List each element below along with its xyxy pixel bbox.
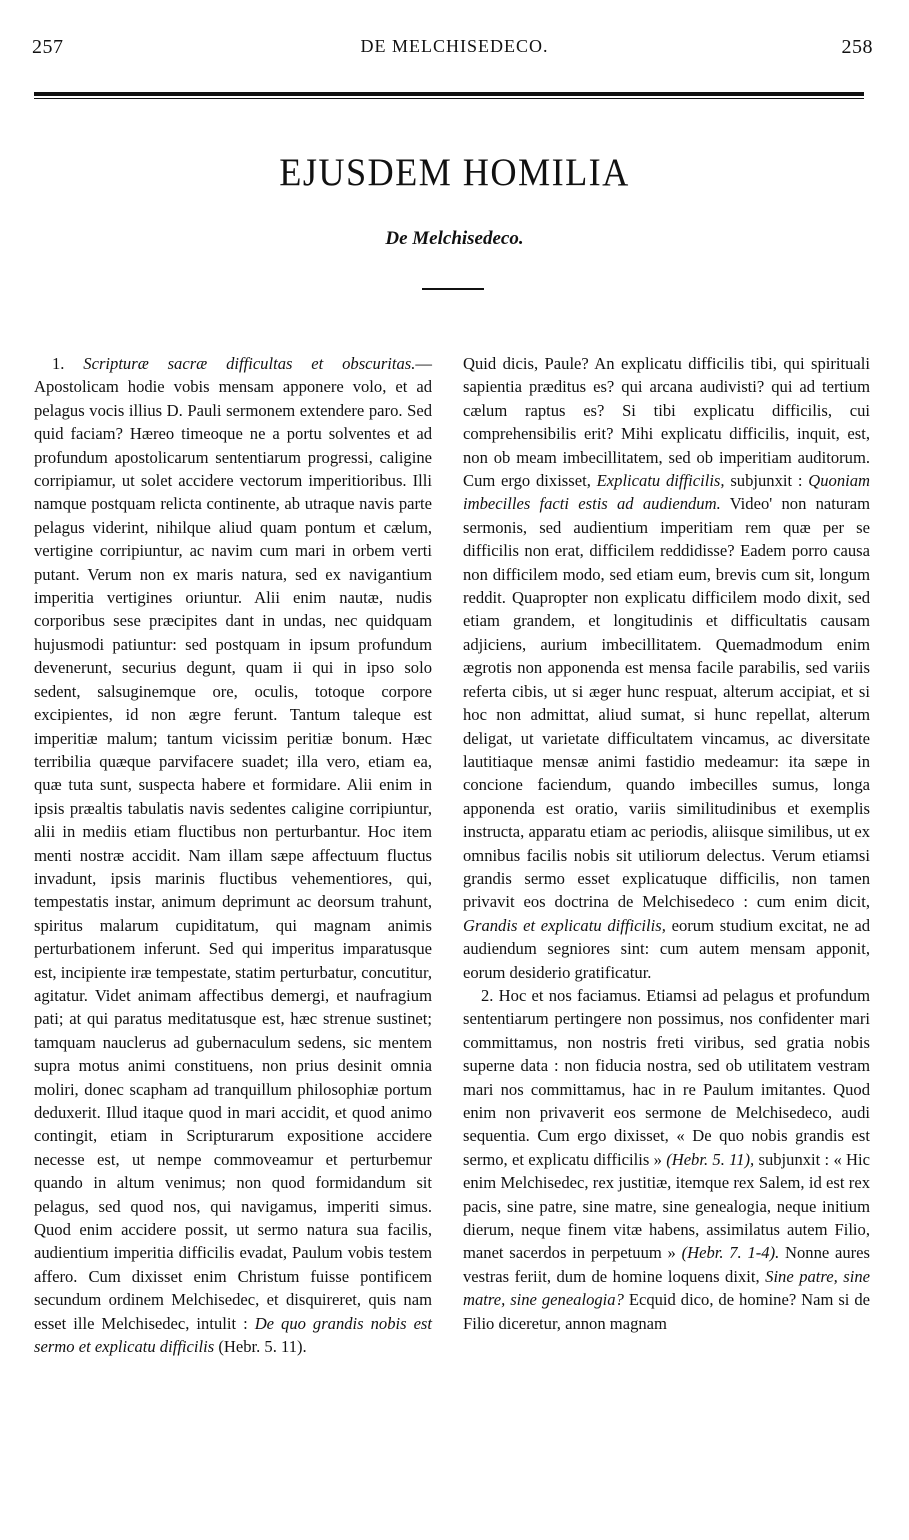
scripture-quote: Grandis et explicatu difficilis, xyxy=(463,915,666,935)
homily-title: EJUSDEM HOMILIA xyxy=(279,151,630,194)
paragraph-text: Nonne aures vestras feriit, dum de homine loquens dixit, xyxy=(463,1243,870,1286)
paragraph-text: Quid dicis, Paule? An explicatu difficilis tibi, qui spirituali sapientia præditus es? qui arcana audivisti? qui ad tertium cælum raptus es? Si tibi explicatu difficilis, cui comprehensibilis erit? Mihi explicatu difficilis, inquit, est, non ob meam imbecillitatem, sed ob imperitiam auditorum. Cum ergo dixisset, xyxy=(463,354,870,491)
scripture-quote: Quoniam imbecilles facti estis ad audiendum. xyxy=(463,471,871,514)
paragraph-2 xyxy=(463,984,870,1335)
scripture-reference: (Hebr. 7. 1-4). xyxy=(681,1243,780,1263)
paragraph-text: subjunxit : xyxy=(724,471,803,491)
paragraph-text: Video' non naturam sermonis, sed audientium imperitiam rem quæ per se difficilis non erat, difficilem reddidisse? Eadem porro causa non difficilem modo, sed etiam eum, brevis cum sit, longum reddit. Quapropter non explicatu difficilem modo dixit, sed etiam grandem, et longitudinis et difficultatis causam adjiciens, aurium imbecillitatem. Quemadmodum enim ægrotis non apponenda est mensa facile parabilis, sed variis referta cibis, ut si æger hunc respuat, alterum accipiat, et si hoc non admittat, aliud sumat, si hunc repellat, alterum deligat, ut varietate difficultatem vincamus, ac diversitate lautitiaque mensæ animi fastidio medeamur: ita sæpe in concione faciendum, quando imbecilles sumus, longa apponenda est oratio, variis similitudinibus et exemplis instructa, apparatu etiam ac periodis, aliisque similibus, ut ex omnibus facilis nobis sit utiliorum delectus. Verum etiamsi grandis sermo esset explicatuque difficilis, non tamen privavit eos doctrina de Melchisedeco : cum enim dicit, xyxy=(463,494,870,912)
scripture-reference: (Hebr. 5. 11). xyxy=(218,1337,307,1357)
page-number-left: 257 xyxy=(32,36,64,58)
running-title: DE MELCHISEDECO. xyxy=(360,36,549,56)
scripture-quote: De quo grandis nobis est sermo et explicatu difficilis xyxy=(34,1313,432,1357)
paragraph-text: Ecquid dico, de homine? Nam si de Filio diceretur, annon magnam xyxy=(463,1290,870,1333)
paragraph-number: 1. xyxy=(52,354,65,373)
paragraph-text: —Apostolicam hodie vobis mensam apponere volo, et ad pelagus vocis illius D. Pauli sermonem extendere paro. Sed quid faciam? Hæreo timeoque ne a portu solventes et ad profundum apostolicarum sententiarum progressi, caligine corripiamur, ut solet accidere vectorum imperitioribus. Illi namque postquam relicta continente, ab utraque navis parte pelagus viderint, nihilque aliud quam pontum et cælum, vertigine corripiuntur, ac navim cum mari in orbem verti putant. Verum non ex maris natura, sed ex navigantium imperitia vertigines oriuntur. Alii enim nautæ, nudis corporibus sese præcipites dant in undas, nec quidquam hujusmodi patiuntur: sed postquam in ipsum profundum devenerunt, securius degunt, quam ii qui in ipso solo sedent, salsuginemque ore, oculis, totoque corpore excipientes, id non ægre ferunt. Tantum taleque est imperitiæ malum; tantum vicissim peritiæ bonum. Hæc terribilia quæque parvifacere suadet; illa vero, etiam ea, quæ tuta sunt, suspecta habere et formidare. Alii enim in ipsis præaltis tabulatis navis sedentes caligine corripiuntur, alii in mediis etiam fluctibus non perturbantur. Hoc item menti nostræ accidit. Nam illam sæpe affectuum fluctus invadunt, ipsis marinis fluctibus vehementiores, qui, tempestatis instar, animum deprimunt ac deorsum trahunt, spiritus malarum cupiditatum, qui magnam animis perturbationem inferunt. Sed qui imperitus imparatusque est, incipiente iræ tempestate, statim perturbatur, concutitur, agitatur. Videt animam affectibus demergi, et naufragium pati; at qui paratus meditatusque est, hæc strenue sustinet; tamquam nauclerus ad gubernaculum sedens, sic mentem supra motus animi constituens, non prius desinit omnia moliri, donec scapham ad tranquillum philosophiæ portum deduxerit. Illud itaque quod in mari accidit, et quod animo contingit, etiam in Scripturarum expositione accidere necesse est, ut nempe commoveamur et perturbemur quando in altum venimus; non quod formidandum sit pelagus, sed quod nos, qui navigamus, imperiti simus. Quod enim accidere possit, ut sermo natura sua facilis, audientium imperitia difficilis evadat, Paulum vobis testem affero. Cum dixisset enim Christum fuisse pontificem secundum ordinem Melchisedec, et disquireret, quis nam esset ille Melchisedec, intulit : xyxy=(34,354,432,1333)
homily-subtitle: De Melchisedeco. xyxy=(385,228,524,249)
scripture-quote: Sine patre, sine matre, sine genealogia? xyxy=(463,1266,871,1310)
scripture-reference: (Hebr. 5. 11), xyxy=(666,1149,755,1169)
page-number-right: 258 xyxy=(841,36,873,58)
paragraph-1-continued xyxy=(463,352,870,984)
paragraph-text: 2. Hoc et nos faciamus. Etiamsi ad pelagus et profundum sententiarum pertingere non possimus, nos confidenter mari committamus, non nostris freti viribus, sed gratia nobis superne data : non fiducia nostra, sed ob utilitatem vestram mari nos committamus, hac in re Paulum imitantes. Quod enim non privaverit eos sermone de Melchisedeco, audi sequentia. Cum ergo dixisset, « De quo nobis grandis est sermo, et explicatu difficilis » xyxy=(463,985,870,1169)
running-head xyxy=(0,30,909,70)
scripture-quote: Explicatu difficilis, xyxy=(596,471,725,491)
paragraph-heading: Scripturæ sacræ difficultas et obscuritas. xyxy=(83,354,416,373)
left-column xyxy=(34,352,432,1358)
header-rule xyxy=(34,92,864,96)
paragraph-text: subjunxit : « Hic enim Melchisedec, rex justitiæ, itemque rex Salem, id est rex pacis, sine patre, sine matre, sine genealogia, neque initium dierum, neque finem vitæ habens, assimilatus autem Filio, manet sacerdos in perpetuum » xyxy=(463,1149,871,1263)
paragraph-1 xyxy=(34,352,432,1358)
paragraph-text: eorum studium excitat, ne ad audiendum segniores sint: cum autem mensam apponit, eorum desiderio gratificatur. xyxy=(463,915,870,982)
right-column xyxy=(463,352,870,1335)
title-rule xyxy=(422,288,484,290)
